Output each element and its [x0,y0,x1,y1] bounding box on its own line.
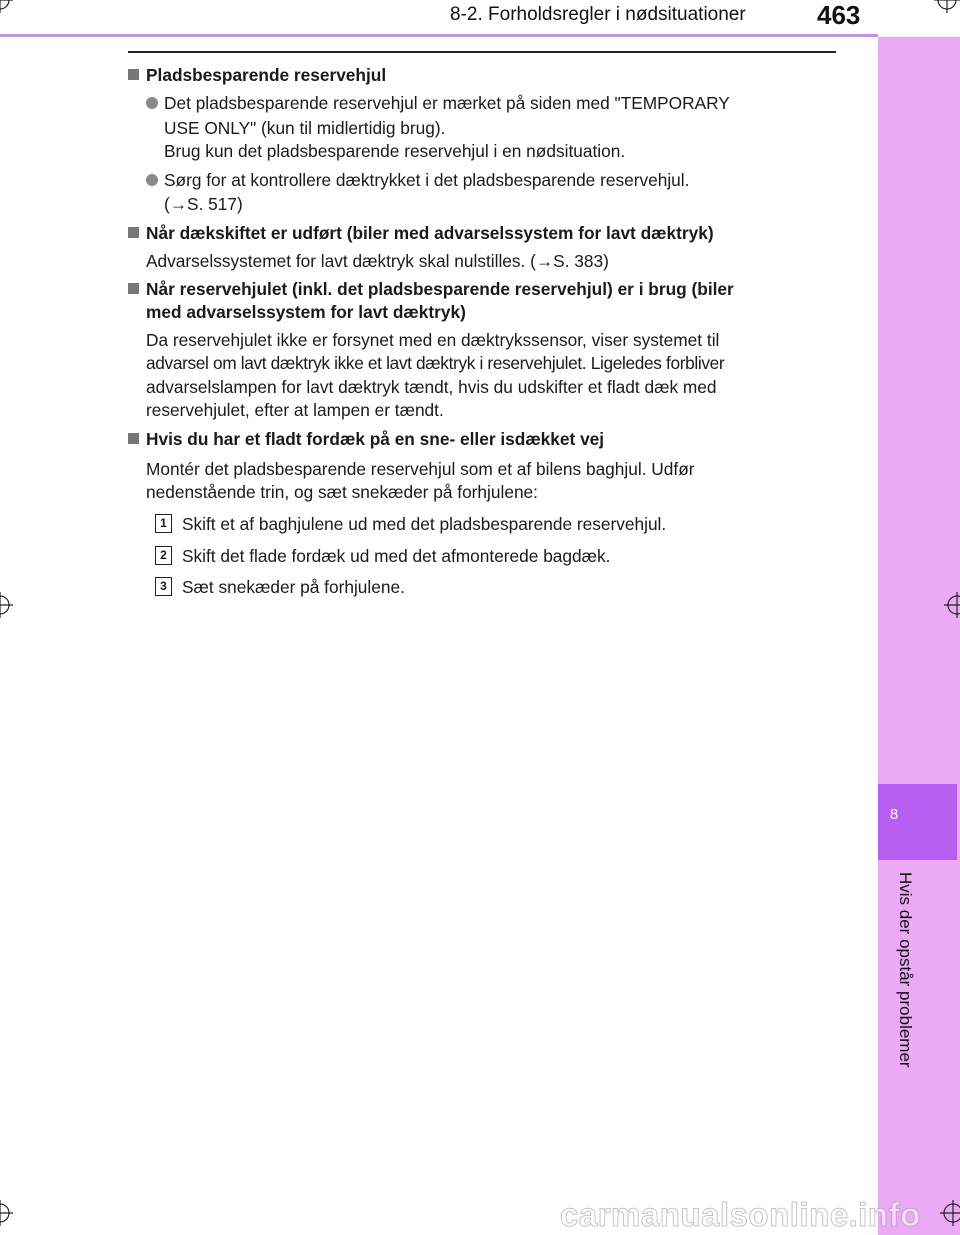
bullet-line: (→S. 517) [164,194,243,214]
crop-mark-icon [940,1200,960,1226]
bullet-dot-icon [146,97,158,109]
crop-mark-icon [0,592,13,618]
chapter-number: 8 [889,806,899,823]
section-title: Når reservehjulet (inkl. det pladsbesparende reservehjul) er i brug (biler [146,279,734,299]
bullet-line: USE ONLY" (kun til midlertidig brug). [164,118,446,138]
section-title: Hvis du har et fladt fordæk på en sne- eller isdækket vej [146,429,605,449]
step-number-badge: 3 [155,577,172,596]
section-body-line: advarselslampen for lavt dæktryk tændt, hvis du udskifter et fladt dæk med [146,377,717,397]
section-body-line: nedenstående trin, og sæt snekæder på forhjulene: [146,482,538,502]
watermark: carmanualsonline.info [560,1196,921,1233]
bullet-line: Brug kun det pladsbesparende reservehjul i en nødsituation. [164,141,626,161]
header-divider [0,34,878,37]
content-divider [128,51,836,53]
bullet-line: Det pladsbesparende reservehjul er mærket på siden med "TEMPORARY [164,93,730,113]
chapter-tab [878,37,960,1235]
crop-mark-icon [944,592,960,618]
section-title: Når dækskiftet er udført (biler med advarselssystem for lavt dæktryk) [146,223,714,243]
bullet-dot-icon [146,174,158,186]
section-title: Pladsbesparende reservehjul [146,65,387,85]
section-title: med advarselssystem for lavt dæktryk) [146,302,466,322]
crop-mark-icon [934,0,960,13]
step-text: Skift et af baghjulene ud med det pladsbesparende reservehjul. [182,514,667,534]
section-square-icon [128,283,139,294]
step-number-badge: 2 [155,546,172,565]
section-body-line: Advarselssystemet for lavt dæktryk skal nulstilles. (→S. 383) [146,251,609,271]
crop-mark-icon [0,1200,13,1226]
section-body-line: Montér det pladsbesparende reservehjul som et af bilens baghjul. Udfør [146,459,695,479]
step-text: Skift det flade fordæk ud med det afmonterede bagdæk. [182,546,611,566]
section-square-icon [128,227,139,238]
step-number-badge: 1 [155,514,172,533]
page-number: 463 [817,0,861,30]
chapter-title: Hvis der opstår problemer [896,872,915,1068]
step-text: Sæt snekæder på forhjulene. [182,577,405,597]
crop-mark-icon [0,0,13,13]
section-body-line: advarsel om lavt dæktryk ikke et lavt dæktryk i reservehjulet. Ligeledes forbliver [146,353,725,373]
bullet-line: Sørg for at kontrollere dæktrykket i det pladsbesparende reservehjul. [164,170,690,190]
running-header: 8-2. Forholdsregler i nødsituationer [450,4,746,25]
section-body-line: reservehjulet, efter at lampen er tændt. [146,400,444,420]
section-square-icon [128,433,139,444]
section-body-line: Da reservehjulet ikke er forsynet med en dæktrykssensor, viser systemet til [146,330,720,350]
section-square-icon [128,69,139,80]
